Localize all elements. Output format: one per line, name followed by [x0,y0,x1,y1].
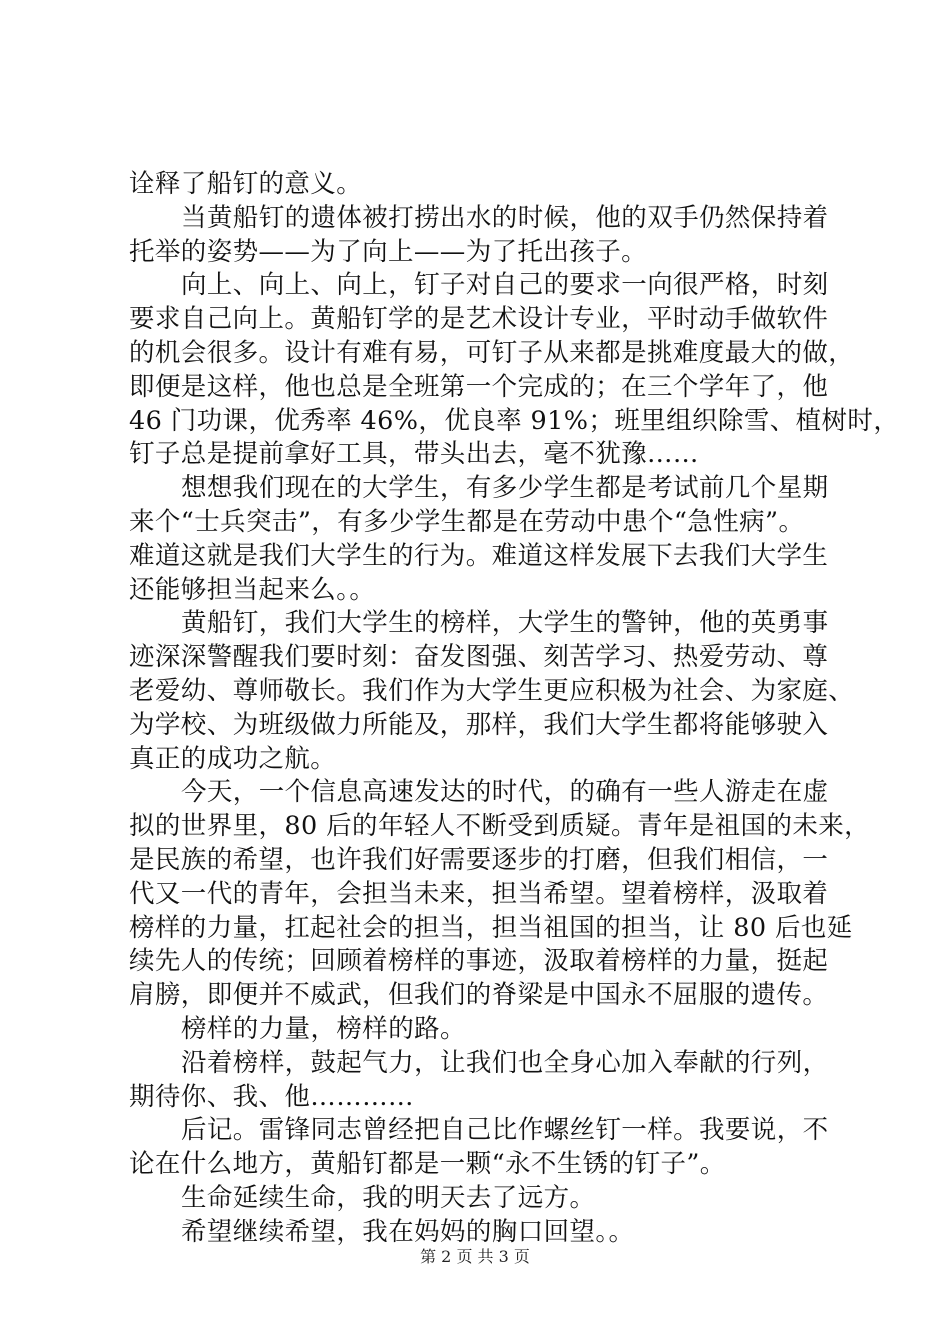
text-line: 后记。雷锋同志曾经把自己比作螺丝钉一样。我要说，不 [181,1115,829,1146]
text-line: 老爱幼、尊师敬长。我们作为大学生更应积极为社会、为家庭、 [129,675,855,706]
paragraph [129,1013,849,1047]
text-line: 为学校、为班级做力所能及，那样，我们大学生都将能够驶入 [129,709,829,740]
text-line: 榜样的力量，榜样的路。 [181,1013,466,1044]
document-body [129,168,900,1250]
text-line: 想想我们现在的大学生，有多少学生都是考试前几个星期 [181,473,829,504]
paragraph [129,607,855,776]
text-line: 即便是这样，他也总是全班第一个完成的；在三个学年了，他 [129,371,829,402]
text-line: 的机会很多。设计有难有易，可钉子从来都是挑难度最大的做， [129,337,855,368]
text-line: 钉子总是提前拿好工具，带头出去，毫不犹豫…… [129,439,699,470]
text-line: 续先人的传统；回顾着榜样的事迹，汲取着榜样的力量，挺起 [129,946,829,977]
paragraph [129,202,849,270]
text-line: 肩膀，即便并不威武，但我们的脊梁是中国永不屈服的遗传。 [129,980,829,1011]
text-line: 论在什么地方，黄船钉都是一颗“永不生锈的钉子”。 [129,1149,726,1180]
text-line: 榜样的力量，扛起社会的担当，担当祖国的担当，让 80 后也延 [129,912,853,943]
paragraph [129,1114,849,1182]
text-line: 要求自己向上。黄船钉学的是艺术设计专业，平时动手做软件 [129,304,829,335]
text-line: 46 门功课，优秀率 46%，优良率 91%；班里组织除雪、植树时， [129,405,900,436]
paragraph [129,168,849,202]
paragraph [129,1047,849,1115]
paragraph [129,472,849,607]
text-line: 难道这就是我们大学生的行为。难道这样发展下去我们大学生 [129,540,829,571]
text-line: 是民族的希望，也许我们好需要逐步的打磨，但我们相信，一 [129,844,829,875]
text-line: 希望继续希望，我在妈妈的胸口回望。。 [181,1216,635,1247]
paragraph [129,1182,849,1216]
text-line: 今天，一个信息高速发达的时代，的确有一些人游走在虚 [181,777,829,808]
text-line: 诠释了船钉的意义。 [129,169,363,199]
text-line: 代又一代的青年，会担当未来，担当希望。望着榜样，汲取着 [129,878,829,909]
text-line: 还能够担当起来么。。 [129,574,376,605]
text-line: 托举的姿势——为了向上——为了托出孩子。 [129,236,648,267]
text-line: 沿着榜样，鼓起气力，让我们也全身心加入奉献的行列， [181,1047,829,1078]
text-line: 期待你、我、他………… [129,1081,414,1112]
text-line: 真正的成功之航。 [129,743,337,774]
page-number-label: 第 2 页 共 3 页 [420,1247,530,1266]
paragraph [129,269,900,472]
text-line: 黄船钉，我们大学生的榜样，大学生的警钟，他的英勇事 [181,608,829,639]
text-line: 向上、向上、向上，钉子对自己的要求一向很严格，时刻 [181,270,829,301]
text-line: 拟的世界里，80 后的年轻人不断受到质疑。青年是祖国的未来， [129,811,871,842]
paragraph [129,776,871,1013]
text-line: 当黄船钉的遗体被打捞出水的时候，他的双手仍然保持着 [181,202,829,233]
text-line: 来个“士兵突击”，有多少学生都是在劳动中患个“急性病”。 [129,506,805,537]
page-footer [0,1244,950,1267]
text-line: 迹深深警醒我们要时刻：奋发图强、刻苦学习、热爱劳动、尊 [129,642,829,673]
text-line: 生命延续生命，我的明天去了远方。 [181,1182,596,1213]
